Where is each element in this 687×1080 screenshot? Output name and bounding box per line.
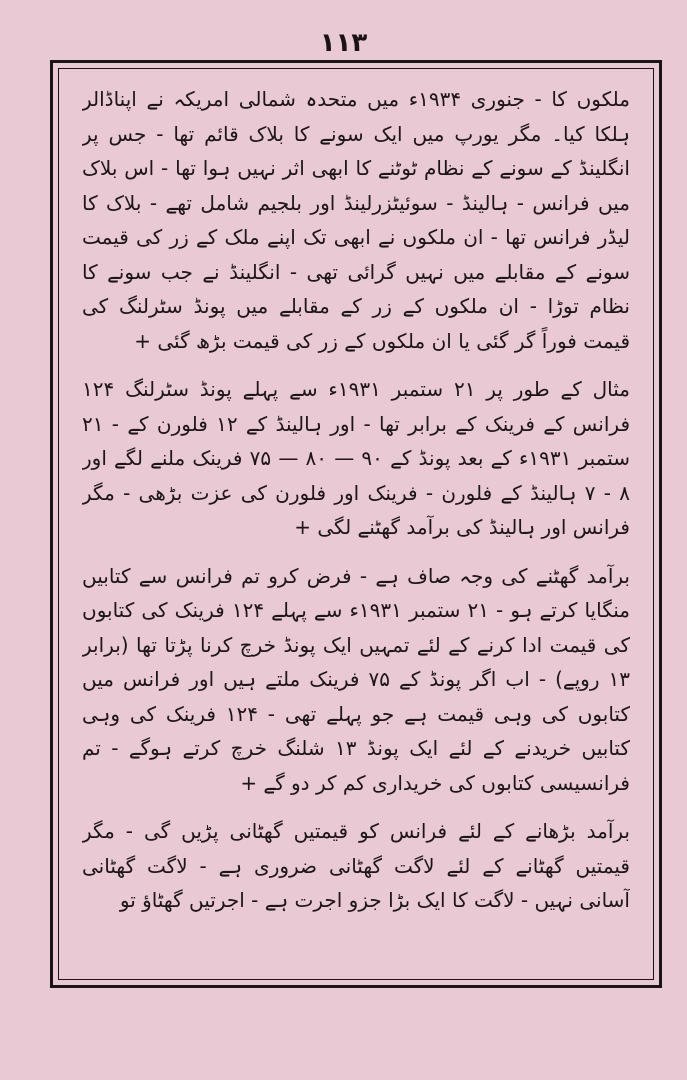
paragraph-3: برآمد گھٹنے کی وجہ صاف ہے - فرض کرو تم فرانس سے کتابیں منگایا کرتے ہو - ۲۱ ستمبر ۱۹۳۱ء سے پہلے ۱۲۴ فرینک کی کتابوں کی قیمت ادا کرنے کے لئے تمہیں ایک پونڈ خرچ کرنا پڑتا تھا (برابر ۱۳ روپے) - اب اگر پونڈ کے ۷۵ فرینک ملتے ہیں اور فرانس میں کتابوں کی وہی قیمت ہے جو پہلے تھی - ۱۲۴ فرینک کی وہی کتابیں خریدنے کے لئے ایک پونڈ ۱۳ شلنگ خرچ کرتے ہوگے - تم فرانسیسی کتابوں کی خریداری کم کر دو گے +	[82, 563, 630, 795]
paragraph-4: برآمد بڑھانے کے لئے فرانس کو قیمتیں گھٹانی پڑیں گی - مگر قیمتیں گھٹانے کے لئے لاگت گھٹانی ضروری ہے - لاگت گھٹانی آسانی نہیں - لاگت کا ایک بڑا جزو اجرت ہے - اجرتیں گھٹاؤ تو	[82, 819, 630, 912]
paragraph-1: ملکوں کا - جنوری ۱۹۳۴ء میں متحدہ شمالی امریکہ نے اپناڈالر ہلکا کیا۔ مگر یورپ میں ایک سونے کا بلاک قائم تھا - جس پر انگلینڈ کے سونے کے نظام ٹوٹنے کا ابھی اثر نہیں ہوا تھا - اس بلاک میں فرانس - ہالینڈ - سوئیٹزرلینڈ اور بلجیم شامل تھے - بلاک کا لیڈر فرانس تھا - ان ملکوں نے ابھی تک اپنے ملک کے زر کی قیمت سونے کے مقابلے میں نہیں گرائی تھی - انگلینڈ نے جب سونے کا نظام توڑا - ان ملکوں کے زر کے مقابلے میں پونڈ سٹرلنگ کی قیمت فوراً گر گئی یا ان ملکوں کے زر کی قیمت بڑھ گئی +	[82, 87, 630, 353]
page-number: ۱۱۳	[319, 28, 368, 58]
paragraph-2: مثال کے طور پر ۲۱ ستمبر ۱۹۳۱ء سے پہلے پونڈ سٹرلنگ ۱۲۴ فرانس کے فرینک کے برابر تھا - اور ہالینڈ کے ۱۲ فلورن کے - ۲۱ ستمبر ۱۹۳۱ء کے بعد پونڈ کے ۹۰ — ۸۰ — ۷۵ فرینک ملنے لگے اور ۸ - ۷ ہالینڈ کے فلورن - فرینک اور فلورن کی عزت بڑھی - مگر فرانس اور ہالینڈ کی برآمد گھٹنے لگی +	[82, 377, 630, 539]
body-text	[82, 82, 630, 972]
